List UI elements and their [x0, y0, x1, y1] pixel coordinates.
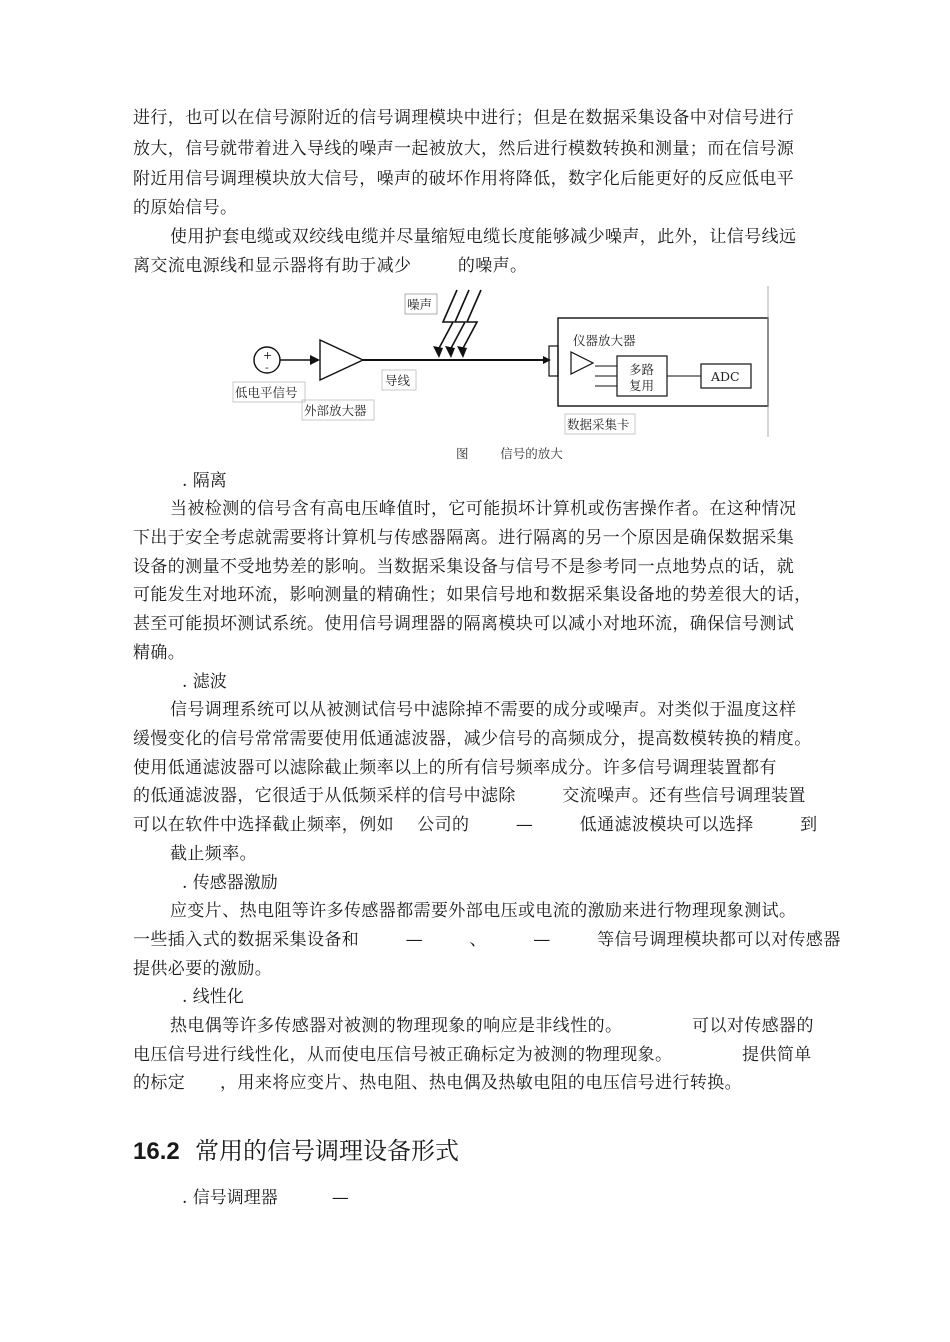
- isolation-line-1: 当被检测的信号含有高电压峰值时，它可能损坏计算机或伤害操作者。在这种情况: [170, 499, 797, 519]
- source-minus: -: [265, 361, 269, 374]
- section-number: 16.2: [133, 1138, 180, 1165]
- filtering-line-1: 信号调理系统可以从被测试信号中滤除掉不需要的成分或噪声。对类似于温度这样: [170, 700, 797, 720]
- signal-amplification-figure: [225, 282, 785, 442]
- linearization-line-2: 电压信号进行线性化，从而使电压信号被正确标定为被测的物理现象。 提供简单: [133, 1045, 812, 1065]
- linearization-line-3: 的标定 ，用来将应变片、热电阻、热电偶及热敏电阻的电压信号进行转换。: [133, 1073, 743, 1093]
- section-title-text: 常用的信号调理设备形式: [194, 1137, 459, 1165]
- amplifier-triangle-icon: [320, 340, 363, 380]
- paragraph1-line-4: 的原始信号。: [133, 198, 238, 218]
- mux-label-2: 复用: [629, 378, 655, 393]
- filtering-line-6: 截止频率。: [170, 844, 257, 864]
- low-level-signal-label: 低电平信号: [235, 385, 298, 400]
- block-diagram: [225, 282, 785, 442]
- isolation-line-2: 下出于安全考虑就需要将计算机与传感器隔离。进行隔离的另一个原因是确保数据采集: [133, 528, 795, 548]
- section-title: [133, 1135, 459, 1168]
- daq-card-label: 数据采集卡: [567, 417, 630, 432]
- heading-excitation: . 传感器激励: [182, 873, 278, 893]
- paragraph2-line-1: 使用护套电缆或双绞线电缆并尽量缩短电缆长度能够减少噪声，此外，让信号线远: [170, 227, 797, 247]
- filtering-line-5: 可以在软件中选择截止频率，例如 公司的 — 低通滤波模块可以选择 到: [133, 815, 818, 835]
- external-amplifier-label: 外部放大器: [304, 403, 367, 418]
- paragraph1-line-2: 放大，信号就带着进入导线的噪声一起被放大，然后进行模数转换和测量；而在信号源: [133, 139, 795, 159]
- paragraph2-line-2: 离交流电源线和显示器将有助于减少 的噪声。: [133, 256, 528, 276]
- isolation-line-3: 设备的测量不受地势差的影响。当数据采集设备与信号不是参考同一点地势点的话，就: [133, 557, 795, 577]
- instrument-amplifier-icon: [571, 352, 593, 374]
- noise-label: 噪声: [407, 297, 433, 312]
- isolation-line-4: 可能发生对地环流，影响测量的精确性；如果信号地和数据采集设备地的势差很大的话，: [133, 585, 812, 605]
- isolation-line-6: 精确。: [133, 643, 186, 663]
- heading-signal-conditioner: . 信号调理器 —: [182, 1188, 349, 1208]
- connector-icon: [549, 346, 558, 376]
- figure-caption: 图 信号的放大: [456, 446, 563, 461]
- excitation-line-3: 提供必要的激励。: [133, 959, 273, 979]
- paragraph1-line-1: 进行，也可以在信号源附近的信号调理模块中进行；但是在数据采集设备中对信号进行: [133, 108, 795, 128]
- filtering-line-3: 使用低通滤波器可以滤除截止频率以上的所有信号频率成分。许多信号调理装置都有: [133, 758, 777, 778]
- paragraph1-line-3: 附近用信号调理模块放大信号，噪声的破坏作用将降低，数字化后能更好的反应低电平: [133, 169, 795, 189]
- mux-label-1: 多路: [629, 362, 655, 377]
- filtering-line-2: 缓慢变化的信号常常需要使用低通滤波器，减少信号的高频成分，提高数模转换的精度。: [133, 729, 812, 749]
- linearization-line-1: 热电偶等许多传感器对被测的物理现象的响应是非线性的。 可以对传感器的: [170, 1016, 814, 1036]
- daq-card-box: [558, 318, 768, 406]
- source-plus: +: [263, 349, 273, 362]
- heading-linearization: . 线性化: [182, 987, 244, 1007]
- noise-lightning-icon: [437, 290, 481, 352]
- noise-arrowheads: [433, 346, 467, 358]
- heading-filtering: . 滤波: [182, 672, 227, 692]
- wire-label: 导线: [385, 373, 411, 388]
- filtering-line-4: 的低通滤波器，它很适于从低频采样的信号中滤除 交流噪声。还有些信号调理装置: [133, 786, 806, 806]
- isolation-line-5: 甚至可能损坏测试系统。使用信号调理器的隔离模块可以减小对地环流，确保信号测试: [133, 614, 795, 634]
- instrument-amplifier-label: 仪器放大器: [573, 333, 636, 348]
- arrow-icon: [310, 355, 320, 365]
- excitation-line-1: 应变片、热电阻等许多传感器都需要外部电压或电流的激励来进行物理现象测试。: [170, 901, 797, 921]
- heading-isolation: . 隔离: [182, 471, 227, 491]
- adc-label: ADC: [711, 369, 740, 384]
- excitation-line-2: 一些插入式的数据采集设备和 — 、 — 等信号调理模块都可以对传感器: [133, 930, 841, 950]
